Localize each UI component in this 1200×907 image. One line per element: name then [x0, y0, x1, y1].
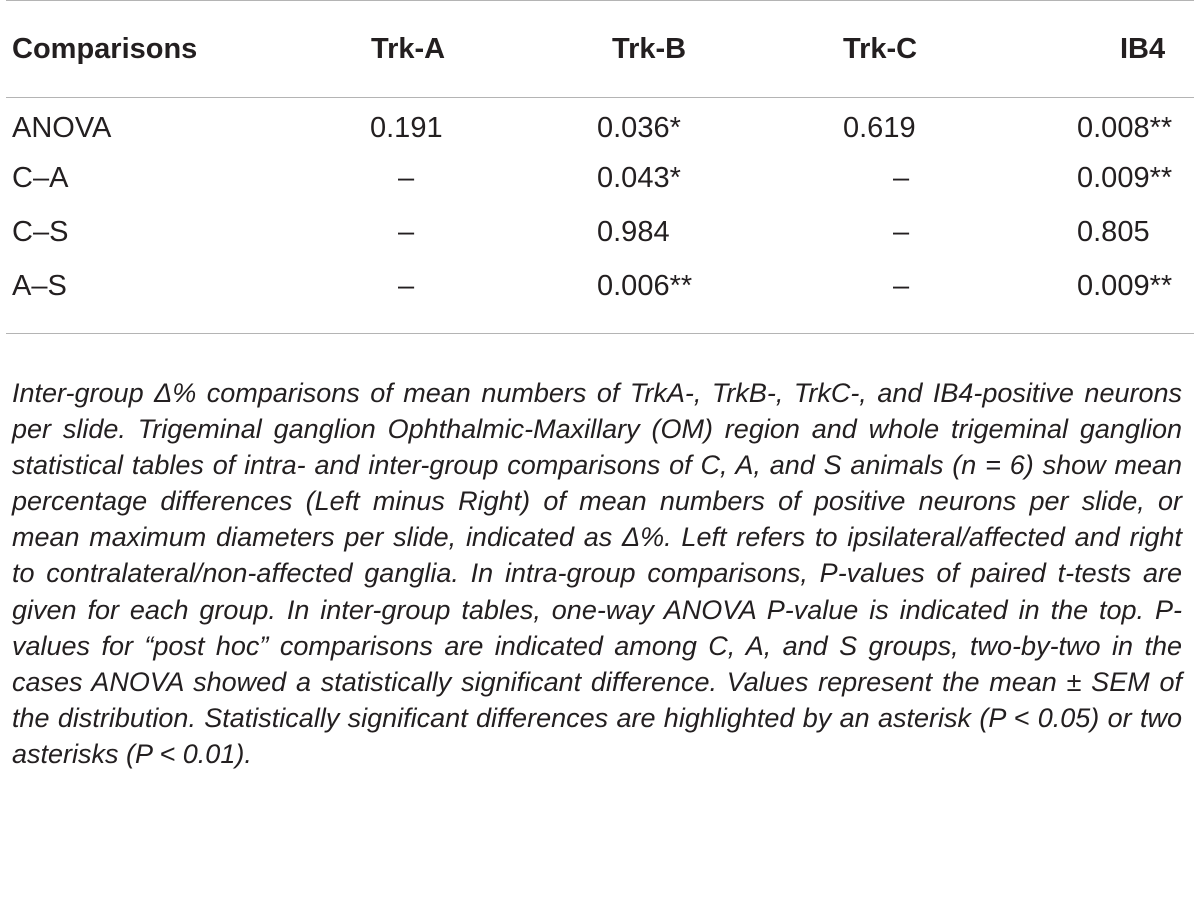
table-bottom-rule	[6, 333, 1194, 334]
header-trk-c: Trk-C	[843, 32, 918, 65]
header-comparisons: Comparisons	[12, 32, 198, 65]
header-trk-a: Trk-A	[371, 32, 446, 65]
table-row	[0, 205, 1200, 259]
cell-trk-b: 0.006**	[597, 270, 693, 302]
cell-trk-a: –	[398, 216, 415, 248]
table-row	[0, 151, 1200, 205]
table-caption: Inter-group Δ% comparisons of mean numbers of TrkA-, TrkB-, TrkC-, and IB4-positive neurons per slide. Trigeminal ganglion Ophthalmic-Maxillary (OM) region and whole trigeminal ganglion statistical tables of intra- and inter-group comparisons of C, A, and S animals (n = 6) show mean percentage differences (Left minus Right) of mean numbers of positive neurons per slide, or mean maximum diameters per slide, indicated as Δ%. Left refers to ipsilateral/affected and right to contralateral/non-affected ganglia. In intra-group comparisons, P-values of paired t-tests are given for each group. In inter-group tables, one-way ANOVA P-value is indicated in the top. P-values for “post hoc” comparisons are indicated among C, A, and S groups, two-by-two in the cases ANOVA showed a statistically significant difference. Values represent the mean ± SEM of the distribution. Statistically significant differences are highlighted by an asterisk (P < 0.05) or two asterisks (P < 0.01).	[12, 378, 1182, 769]
cell-trk-a: 0.191	[370, 112, 443, 144]
table-row	[0, 97, 1200, 151]
cell-ib4: 0.009**	[1077, 270, 1173, 302]
cell-trk-a: –	[398, 270, 415, 302]
cell-trk-b: 0.043*	[597, 162, 681, 194]
cell-trk-a: –	[398, 162, 415, 194]
header-trk-b: Trk-B	[612, 32, 687, 65]
cell-ib4: 0.805	[1077, 216, 1150, 248]
cell-trk-c: –	[893, 162, 910, 194]
table-header-rule	[6, 97, 1194, 98]
row-label: ANOVA	[12, 112, 112, 144]
cell-trk-b: 0.036*	[597, 112, 681, 144]
row-label: C–S	[12, 216, 69, 248]
cell-trk-c: –	[893, 216, 910, 248]
cell-trk-b: 0.984	[597, 216, 670, 248]
cell-ib4: 0.008**	[1077, 112, 1173, 144]
comparison-table	[0, 0, 1200, 313]
row-label: C–A	[12, 162, 69, 194]
cell-ib4: 0.009**	[1077, 162, 1173, 194]
table-header-row	[0, 0, 1200, 97]
table-row	[0, 259, 1200, 313]
cell-trk-c: 0.619	[843, 112, 916, 144]
cell-trk-c: –	[893, 270, 910, 302]
header-ib4: IB4	[1120, 32, 1166, 65]
row-label: A–S	[12, 270, 67, 302]
